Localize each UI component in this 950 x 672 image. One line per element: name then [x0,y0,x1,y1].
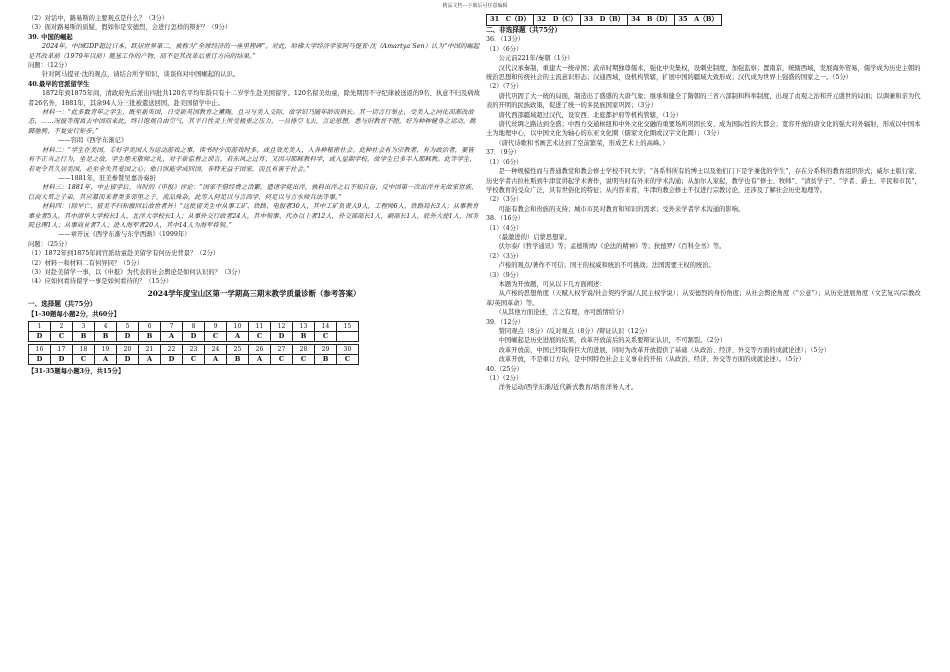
answer-line: 36．（13分） [486,36,525,44]
question-number: 1 [29,322,51,332]
table-row [29,345,359,355]
answer-line: 改革开放前，中国已经取得巨大的进展，同时为改革开放提供了基础（从政治、经济、外交等方面的成就论述）；（5分） [486,346,831,354]
question-number: 3 [73,322,95,332]
answer-cell: A [161,332,183,342]
answer-line: 汉代汉承秦制，重建大一统帝国；武帝时期独尊儒术，强化中央集权，设刺史制度，加强监察；置南京，统辖西域，发展海外贸易，儒学成为历史主朝的统治思想和传统社会的主流意识形态；汉通西域，设机构管辖，扩展中国的疆域大致形成；汉代成为世界上强盛的国家之一。（5分） [486,64,921,82]
question-number: 15 [337,322,359,332]
answer-line: 唐代巩固了大一统的局面，制造出了盛盛的大唐气象；继承和健全了隋朝的三省六部制和科举制度，出现了贞观之治和开元盛世的局面；以调兼和亲为代表的开明的民族政策，促进了统一的多民族国家巩固；（3分） [486,92,921,110]
answer-key-title: 2024学年度宝山区第一学期高三期末教学质量诊断（参考答案） [147,288,361,298]
answer-cell: B [227,355,249,365]
question-number: 21 [139,345,161,355]
question-number: 8 [183,322,205,332]
answer-cell: B [139,332,161,342]
answer-line: 本题为开放题，可从以下几方面阐述： [486,280,606,288]
answer-line: （1）（4分） [486,224,523,232]
answer-cell: D [51,355,73,365]
q39-title: 39. 中国的崛起 [28,33,73,41]
answer-line: 卢梭的观点/著作不可信；国王的权威和统治不可挑战；法国需要王权的统治。 [486,262,715,270]
q40-material-3: 材料三：1881年，中止留学后，当时的《申报》评论：“国家不惜经费之浩繁，遣诸学徒出洋，孰料出洋之后不知自奋，反中国第一次出洋并无故家世族，巨商大贾之子弟，其应募而来者类多邻里之子，流品殊杂，此等人何足以与言西学，何足以与言水师兵法等事。” [28,184,478,201]
answer-cell: A [227,332,249,342]
answer-cell: B [293,332,315,342]
question-line: （2）对话中，路易斯的主要观点是什么？（3分） [28,15,169,22]
answer-cell: 33 D（B） [580,15,627,26]
question-number: 23 [183,345,205,355]
answer-cell: D [117,332,139,342]
question-number: 12 [271,322,293,332]
answer-line: 唐代西部疆域超过汉代，设安西、北庭都护府等机构管辖，（1分） [486,111,683,119]
section-1-subheading-b: 【31-35题每小题3分，共15分】 [28,368,125,375]
answer-cell: D [29,332,51,342]
answer-cell: B [315,355,337,365]
question-number: 26 [249,345,271,355]
section-1-subheading: 【1-30题每小题2分，共60分】 [28,310,120,318]
q40-material-4: 材料四：（除早亡、留美不归和撤回后故世者外）“这批留美生中从事工矿、铁路、电报者30人，其中工矿负责人9人，工程师6人，铁路局长3人；从事教育事业者5人，其中清华大学校长1人、北洋大学校长1人；从事外交行政者24人，其中领事、代办以上者12人，外交部部长1人，副部长1人，驻外大使1人，国务院总理1人；从事商业者7人；进入海军者20人，其中14人为海军将领。” [28,203,479,229]
question-number: 16 [29,345,51,355]
q40-intro: 1872年到1875年间，清政府先后派出四批共120名平均年龄只有十二岁学生赴美国留学。120名留美幼童，除先期因不守纪律被送返的9名、执意不归及病故者26名外，1881年，其余94人分三批被遣送回国，赴美国留学中止。 [28,90,480,107]
answer-cell: B [73,332,95,342]
answer-line: 公元前221年/秦朝（1分） [486,55,574,63]
answer-cell: C [183,355,205,365]
answer-line: 38．（16分） [486,215,525,223]
table-row [29,332,359,342]
question-number: 30 [337,345,359,355]
question-number: 9 [205,322,227,332]
table-row [487,15,722,26]
question-number: 24 [205,345,227,355]
section-1-heading: 一、选择题（共75分） [28,300,97,309]
answer-cell: C [205,332,227,342]
question-number: 4 [95,322,117,332]
answer-line: （1）（2分） [486,375,523,383]
question-number: 17 [51,345,73,355]
q40-material-1: 材料一：“此多数青年之学生，既至新英国，日受新英国教育之薰陶，且习与美人交际，故学识乃随年龄而俱长。其一切言行举止，受美人之同化而渐改故态，……况彼等现离去中国而来此，终日饱观自由空气，其平日性灵上所受极重之压力，一旦排空飞去，言论思想，悉与旧教育不睦，好为种种健身之运动，跳踯驰骋，不复安行矩步。” [28,109,476,135]
answer-cell: D [29,355,51,365]
answer-line: （最激进的）启蒙思想家。 [486,233,572,241]
table-row [29,322,359,332]
answer-line: 改革开放，不是重订方向，是中国特色社会主义事业的开拓（从政治、经济、外交等方面的成就论述）。（5分） [486,356,805,364]
q40-subquestion: （3）对赴美留学一事，以《申报》为代表的社会舆论是如何认识的？（3分） [28,268,244,276]
q39-ask: 问题：（12分） [28,62,71,70]
section-2-heading: 二、非选择题（共75分） [486,26,562,34]
q40-subquestion: （1）1872年到1875年间官派幼童赴美留学有何历史背景？（2分） [28,250,220,258]
answer-cell: D [161,355,183,365]
answer-cell: C [337,355,359,365]
right-column [486,14,926,393]
answer-line: 37．（9分） [486,149,521,157]
answer-cell [337,332,359,342]
question-number: 10 [227,322,249,332]
answer-line: （1）（6分） [486,45,523,53]
answer-cell: C [293,355,315,365]
answer-cell: A [249,355,271,365]
question-number: 7 [161,322,183,332]
answer-cell: C [315,332,337,342]
answer-table-16-30 [28,344,359,365]
answer-line: 39．（12分） [486,318,525,326]
q40-material-4-source: ——章开沅《西学东渐与东学西渐》（1999年） [58,231,191,239]
question-number: 25 [227,345,249,355]
question-number: 22 [161,345,183,355]
answer-line: 从卢梭的思想角度（天赋人权学说/社会契约学说/人民主权学说）；从安德烈的身份角度；从社会舆论角度（“公意”）；从历史进展角度（文艺复兴/宗教改革/英国革命）等。 [486,290,921,307]
answer-line: （2）（3分） [486,196,523,204]
answer-line: （从其他方面论述，言之有理，亦可酌情给分） [486,309,628,317]
q40-material-2-source: ——1881年，驻美参赞吴嘉善奏折 [58,174,156,182]
question-number: 20 [117,345,139,355]
question-number: 13 [293,322,315,332]
q40-subquestion: （2）材料一和材料二有何异同？（5分） [28,259,144,267]
answer-cell: 31 C（D） [487,15,534,26]
q40-ask: 问题：（25分） [28,240,71,248]
answer-lines [486,35,926,392]
answer-line: 中国崛起是历史进展的结果，改革开放前后的关系要辩证认识，不可割裂。（2分） [486,337,727,345]
q40-material-2: 材料二：“学生在美国，专好学美国人为运动游戏之事，读书时少而游戏时多。或且效尤美人，入各种秘密社会。此种社会有为宗教者，有为政治者，要皆有不正当之行为，坐是之故，学生绝无敬师之礼，对于新监督之训言，若东风之过耳；又因习耶稣教科学，或入星期学校，故学生已多半入耶稣教。此等学生，若更令其久居美国，必至全失其爱国之心；他日纵能学成回国，非特无益于国家，而且有害于社会。” [28,146,476,173]
answer-cell: B [95,332,117,342]
answer-cell: C [51,332,73,342]
question-number: 2 [51,322,73,332]
answer-cell: A [205,355,227,365]
table-row [29,355,359,365]
answer-line: （2）（3分） [486,252,523,260]
q40-subquestion: （4）应如何看待留学一事是如何看待的？（15分） [28,278,173,286]
left-column [28,14,480,376]
answer-cell: 35 A（B） [675,15,722,26]
question-number: 29 [315,345,337,355]
answer-cell: A [95,355,117,365]
document-header: 精品文档---下载后可任意编辑 [442,3,508,9]
answer-cell: 34 B（D） [628,15,675,26]
answer-table-31-35 [486,14,722,26]
q40-material-1-source: ——容闳《西学东渐记》 [58,137,128,145]
answer-line: 唐代丝绸之路达到全盛；中西方交通枢纽和中外文化交融的重要场所巩固长安、成为国际性的大都会；宽容开放的唐文化的强大对外辐射，形成以中国本土为地理中心，以中国文化为轴心的东亚文化圈（儒家文化圈或汉字文化圈）；（3分） [486,121,921,138]
answer-cell: D [117,355,139,365]
question-number: 19 [95,345,117,355]
answer-line: （3）（9分） [486,271,523,279]
answer-cell: C [271,355,293,365]
answer-line: 伏尔泰/《哲学通讯》等；孟德斯鸠/《论法的精神》等；狄德罗/《百科全书》等。 [486,243,726,251]
question-number: 11 [249,322,271,332]
answer-line: 可能有教会和贵族的支持；城市市民对教育和知识的需求；受外来学者学术沟通的影响。 [486,205,745,213]
question-number: 18 [73,345,95,355]
answer-line: 40.（25分） [486,365,523,373]
answer-cell: 32 D（C） [533,15,580,26]
question-number: 5 [117,322,139,332]
answer-cell: C [249,332,271,342]
answer-line: 赞同观点（8分）/反对观点（8分）/辩证认识（12分） [486,328,652,335]
answer-cell: C [73,355,95,365]
answer-line: （1）（6分） [486,158,523,166]
answer-line: （2）（7分） [486,83,523,91]
answer-table-1-15 [28,321,359,342]
answer-cell: D [271,332,293,342]
answer-line: 洋务运动/西学东渐/近代新式教育/培育洋务人才。 [486,384,638,392]
q39-prompt: 针对阿马提亚·沈的观点，请结合所学知识，谈谈你对中国崛起的认识。 [42,71,240,79]
answer-cell: D [183,332,205,342]
q40-title: 40.最早的官派留学生 [28,80,90,88]
question-line: （3）面对路易斯的质疑，假如你是安德烈，会进行怎样的辩护？（9分） [28,24,232,32]
answer-line: （唐代诗歌和书画艺术达到了空前繁荣，形成艺术上的高峰。） [486,139,669,147]
answer-line: 是一种规模性而与普通教堂和教会修士学校不同大学；“各系科所有的博士以及他们门下是学兼优的学生”，存在分系科的教育组织形式；威尔士版行家、历史学者古拉杜斯到牛津宣讲起学术著作，说明当时有外来的学术沟通；从加尔人家起，教学也有“修士、牧师”、“清贫学子”、“学者、爵士、平民和市民”，学校教育的受众广泛，具有世俗化的特征；从内容来看，牛津的教会修士不仅进行宗教讨论，还涉及了解社会历史地理等。 [486,168,921,194]
question-number: 14 [315,322,337,332]
question-number: 28 [293,345,315,355]
question-number: 27 [271,345,293,355]
q39-paragraph: 2024年，中国GDP超过日本，跃居世界第二，被称为“全球经济的一座里程碑”。对此，哈佛大学经济学家阿马提亚·沈（Amartya Sen）认为“中国的崛起是其改革前（1979年以前）奠基工作的产物，而不是其改革后重订方向的结果。” [28,43,480,60]
answer-cell: A [139,355,161,365]
question-number: 6 [139,322,161,332]
